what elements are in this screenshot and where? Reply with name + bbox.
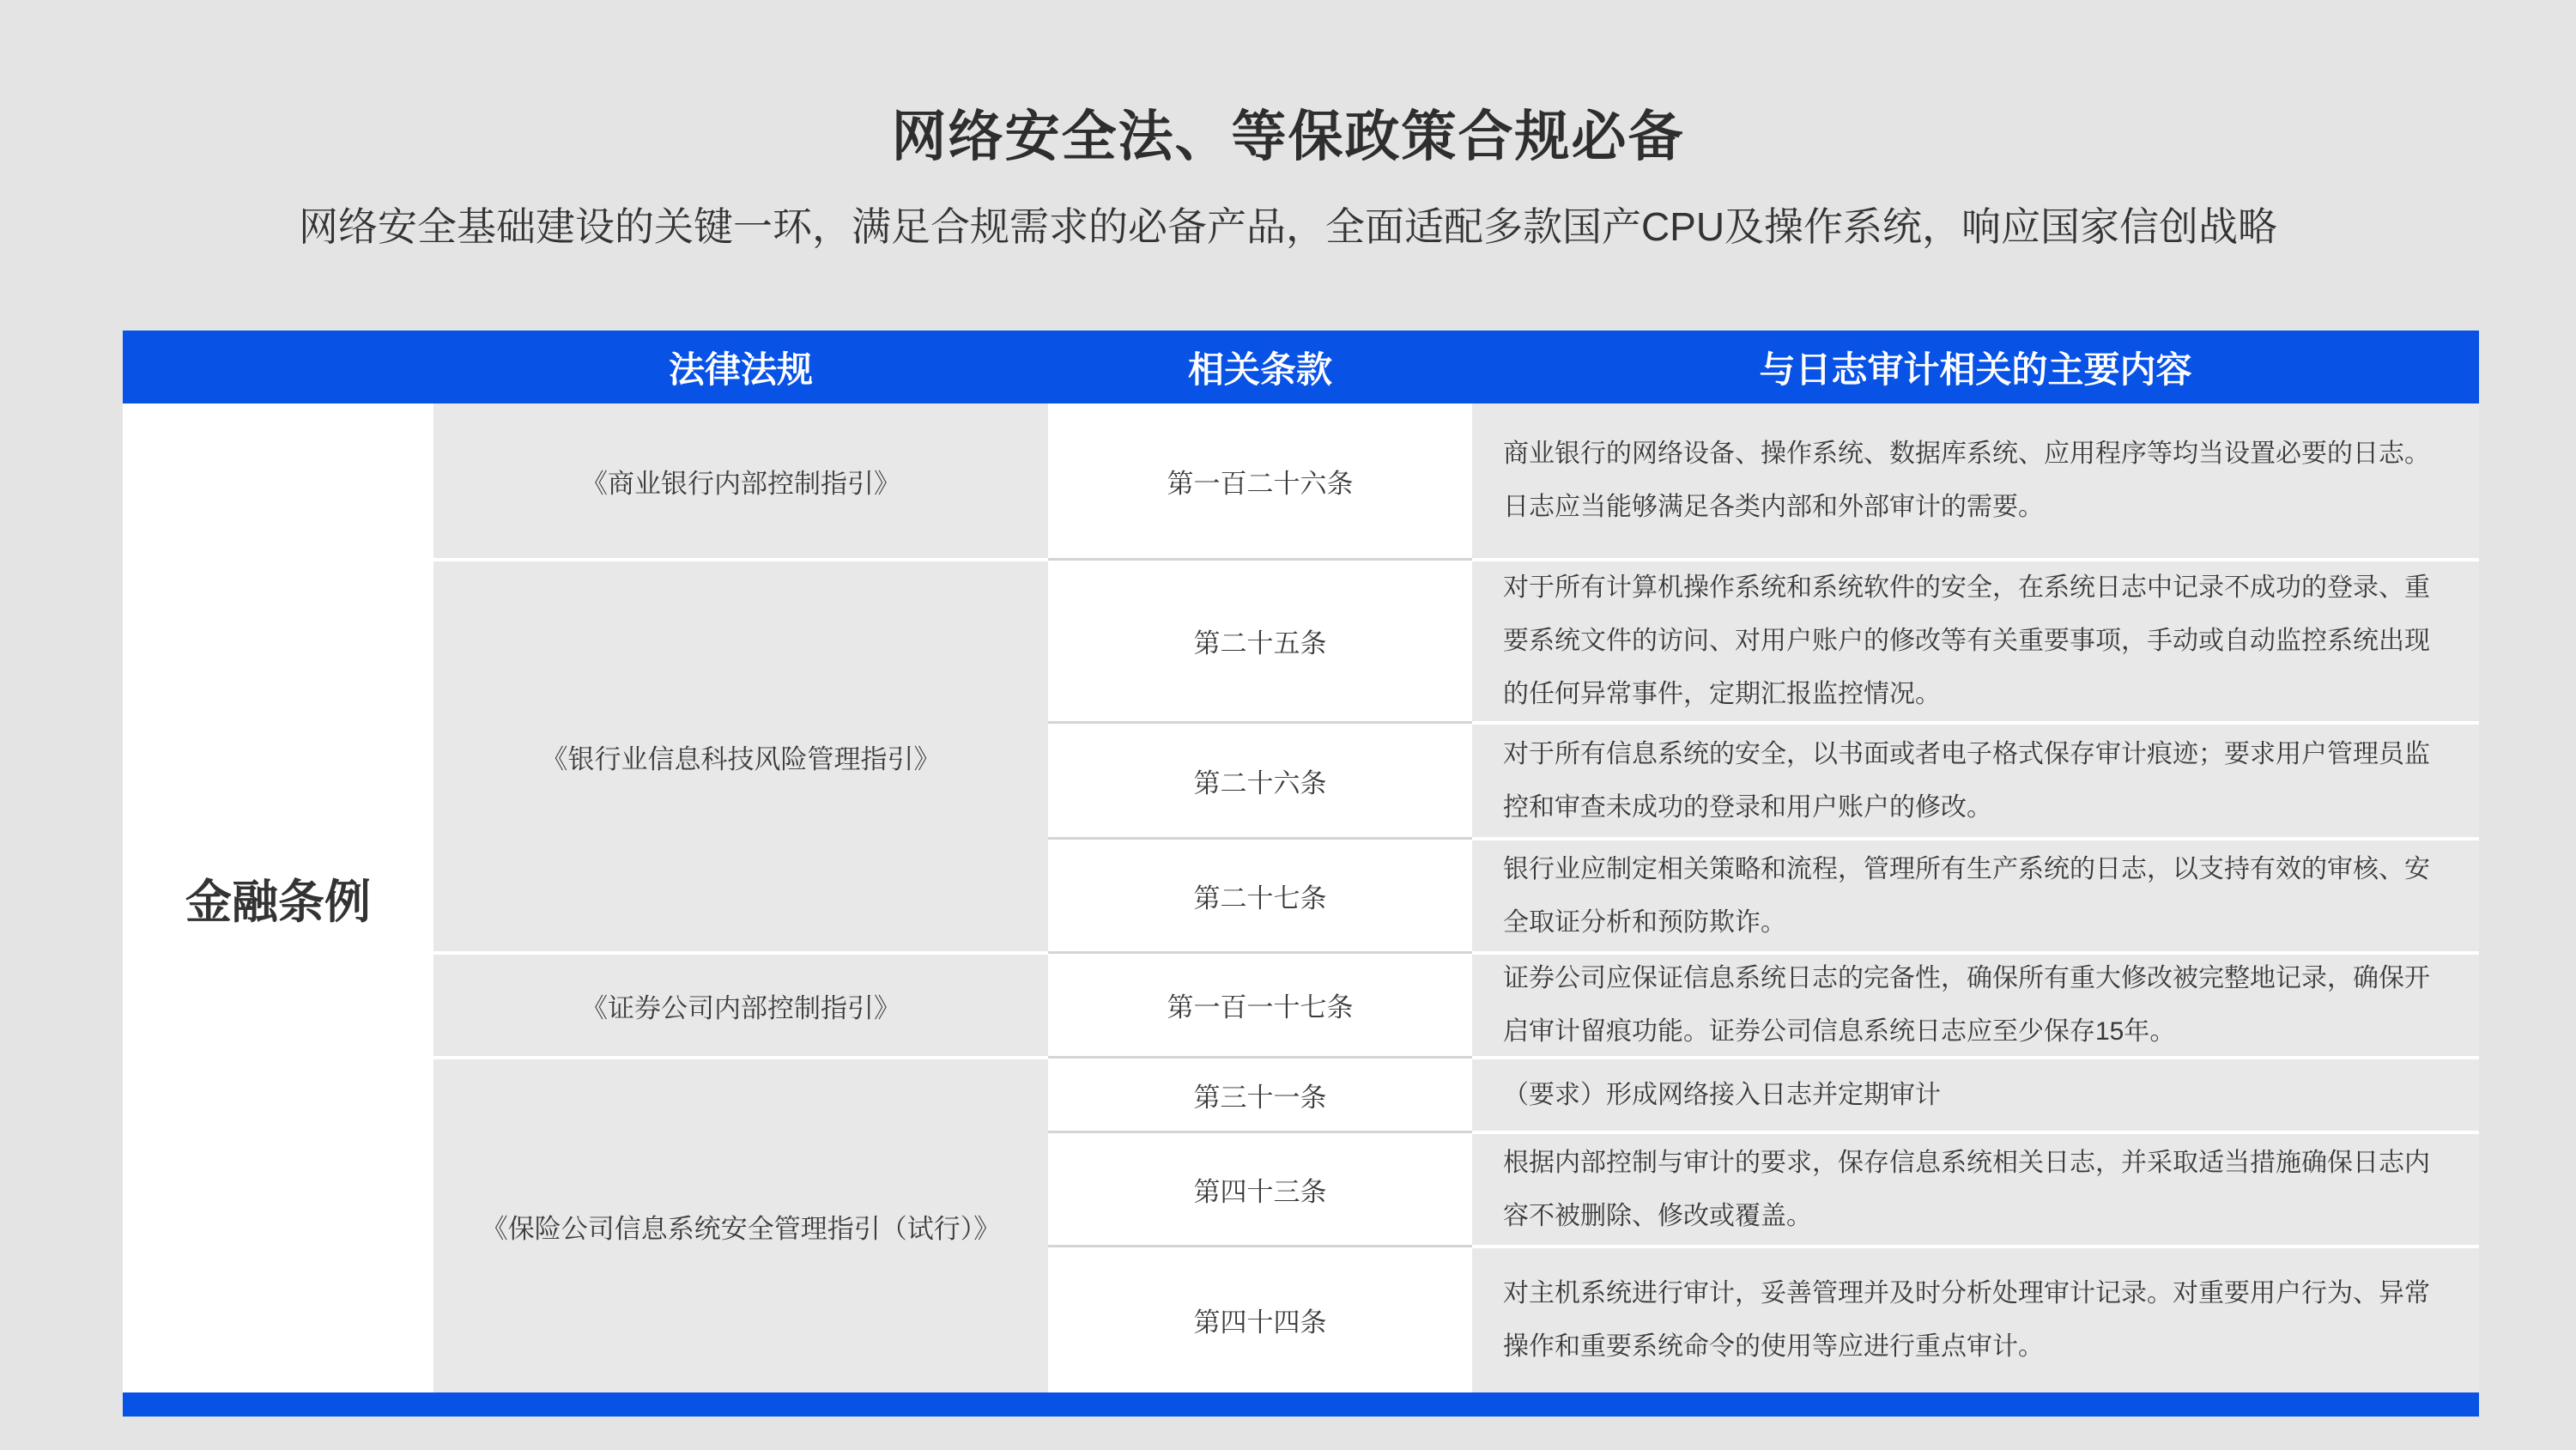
content-text: 对于所有信息系统的安全，以书面或者电子格式保存审计痕迹；要求用户管理员监控和审查未成功的登录和用户账户的修改。 [1503, 739, 2430, 822]
article-cell: 第二十七条 [1048, 837, 1472, 951]
article-cell: 第四十四条 [1048, 1245, 1472, 1392]
content-cell [1472, 1056, 2479, 1131]
content-cell [1472, 1245, 2479, 1392]
compliance-table [123, 331, 2479, 1392]
article-cell: 第三十一条 [1048, 1056, 1472, 1131]
content-cell [1472, 1131, 2479, 1245]
content-text: （要求）形成网络接入日志并定期审计 [1503, 1080, 1941, 1109]
content-text: 证券公司应保证信息系统日志的完备性，确保所有重大修改被完整地记录，确保开启审计留痕功能。证券公司信息系统日志应至少保存15年。 [1503, 964, 2430, 1046]
content-text: 根据内部控制与审计的要求，保存信息系统相关日志，并采取适当措施确保日志内容不被删除、修改或覆盖。 [1503, 1148, 2430, 1230]
law-name-cell: 《保险公司信息系统安全管理指引（试行）》 [433, 1056, 1048, 1392]
content-cell [1472, 951, 2479, 1056]
article-cell: 第二十五条 [1048, 558, 1472, 721]
group-cell-finance: 金融条例 [123, 403, 433, 1392]
content-text: 商业银行的网络设备、操作系统、数据库系统、应用程序等均当设置必要的日志。日志应当能够满足各类内部和外部审计的需要。 [1503, 440, 2430, 521]
content-text: 对主机系统进行审计，妥善管理并及时分析处理审计记录。对重要用户行为、异常操作和重要系统命令的使用等应进行重点审计。 [1503, 1279, 2430, 1361]
header-article: 相关条款 [1048, 331, 1472, 403]
bottom-accent-bar [123, 1392, 2479, 1417]
content-cell [1472, 403, 2479, 558]
law-name-cell: 《证券公司内部控制指引》 [433, 951, 1048, 1056]
page-subtitle: 网络安全基础建设的关键一环，满足合规需求的必备产品，全面适配多款国产CPU及操作系统，响应国家信创战略 [298, 204, 2278, 249]
article-cell: 第一百一十七条 [1048, 951, 1472, 1056]
content-cell [1472, 721, 2479, 837]
article-cell: 第四十三条 [1048, 1131, 1472, 1245]
header-content: 与日志审计相关的主要内容 [1472, 331, 2479, 403]
header-spacer [123, 331, 433, 403]
page-title: 网络安全法、等保政策合规必备 [891, 106, 1685, 167]
law-name-cell: 《商业银行内部控制指引》 [433, 403, 1048, 558]
header-law: 法律法规 [433, 331, 1048, 403]
content-text: 对于所有计算机操作系统和系统软件的安全，在系统日志中记录不成功的登录、重要系统文件的访问、对用户账户的修改等有关重要事项，手动或自动监控系统出现的任何异常事件，定期汇报监控情况。 [1503, 573, 2430, 708]
law-name-cell: 《银行业信息科技风险管理指引》 [433, 558, 1048, 951]
content-text: 银行业应制定相关策略和流程，管理所有生产系统的日志，以支持有效的审核、安全取证分析和预防欺诈。 [1503, 854, 2430, 937]
content-cell [1472, 558, 2479, 721]
content-cell [1472, 837, 2479, 951]
article-cell: 第一百二十六条 [1048, 403, 1472, 558]
article-cell: 第二十六条 [1048, 721, 1472, 837]
